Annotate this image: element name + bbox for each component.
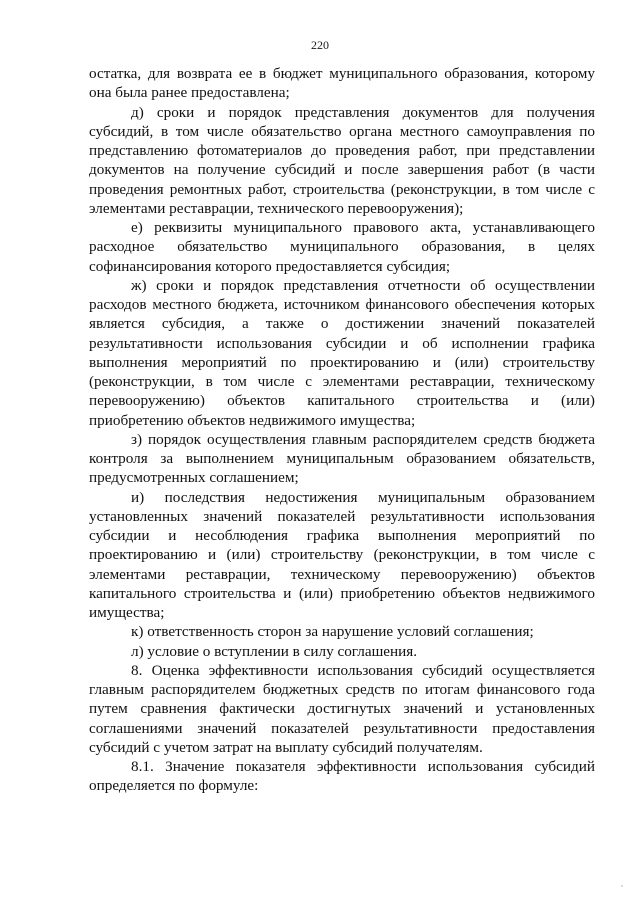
paragraph-section-8-1: 8.1. Значение показателя эффективности использования субсидий определяется по формуле: bbox=[89, 758, 595, 795]
paragraph-item-i: и) последствия недостижения муниципальным образованием установленных значений показателей результативности использования субсидии и несоблюдения графика выполнения мероприятий по проектированию и (или) строительству (реконструкции, в том числе с элементами реставрации, техническому перевооружению) объектов капитального строительства и (или) приобретению объектов недвижимого имущества; bbox=[89, 488, 595, 621]
paragraph-item-zh: ж) сроки и порядок представления отчетности об осуществлении расходов местного бюджета, источником финансового обеспечения которых является субсидия, а также о достижении значений показателей результативности использования субсидии и об исполнении графика выполнения мероприятий по проектированию и (или) строительству (реконструкции, в том числе с элементами реставрации, техническому перевооружению) объектов капитального строительства и (или) приобретению объектов недвижимого имущества; bbox=[89, 276, 595, 429]
document-body bbox=[89, 64, 595, 796]
paragraph-continued: остатка, для возврата ее в бюджет муниципального образования, которому она была ранее предоставлена; bbox=[89, 65, 595, 102]
paragraph-item-l: л) условие о вступлении в силу соглашения. bbox=[131, 642, 418, 660]
paragraph-item-z: з) порядок осуществления главным распорядителем средств бюджета контроля за выполнением муниципальным образованием обязательств, предусмотренных соглашением; bbox=[89, 430, 595, 487]
paragraph-section-8: 8. Оценка эффективности использования субсидий осуществляется главным распорядителем бюджетных средств по итогам финансового года путем сравнения фактически достигнутых значений и установленных соглашениями значений показателей результативности предоставления субсидий с учетом затрат на выплату субсидий получателям. bbox=[89, 661, 595, 756]
page-number: 220 bbox=[311, 38, 329, 52]
paragraph-item-d: д) сроки и порядок представления документов для получения субсидий, в том числе обязательство органа местного самоуправления по представлению фотоматериалов до проведения работ, при представлении документов на получение субсидий и после завершения работ (в части проведения ремонтных работ, строительства (реконструкции, в том числе с элементами реставрации, технического перевооружения); bbox=[89, 103, 595, 217]
paragraph-item-k: к) ответственность сторон за нарушение условий соглашения; bbox=[131, 623, 534, 641]
paragraph-item-e: е) реквизиты муниципального правового акта, устанавливающего расходное обязательство муниципального образования, в целях софинансирования которого предоставляется субсидия; bbox=[89, 219, 595, 275]
scan-speck bbox=[621, 885, 623, 887]
